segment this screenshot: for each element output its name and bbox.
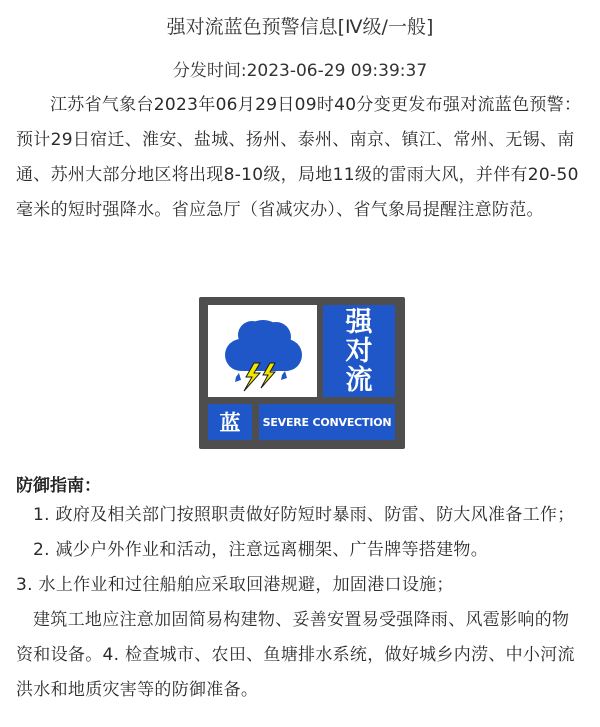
- warning-char-3: 流: [345, 364, 373, 396]
- warning-english-label: SEVERE CONVECTION: [259, 404, 395, 440]
- warning-char-2: 对: [345, 335, 373, 367]
- guide-item-1: 1. 政府及相关部门按照职责做好防短时暴雨、防雷、防大风准备工作；: [33, 505, 575, 525]
- page-title: 强对流蓝色预警信息[Ⅳ级/一般]: [166, 16, 434, 38]
- thunderstorm-cloud-icon: [208, 305, 317, 397]
- warning-type-panel: [323, 305, 395, 397]
- icon-panel: [208, 305, 317, 397]
- guide-title: 防御指南：: [16, 476, 101, 496]
- issue-time: 分发时间:2023-06-29 09:39:37: [172, 61, 428, 81]
- warning-sign: [199, 297, 405, 449]
- guide-item-4: 建筑工地应注意加固简易构建物、妥善安置易受强降雨、风雹影响的物资和设备。4. 检查城市、农田、鱼塘排水系统，做好城乡内涝、中小河流洪水和地质灾害等的防御准备。: [16, 610, 575, 700]
- guide-item-2: 2. 减少户外作业和活动，注意远离棚架、广告牌等搭建物。: [33, 540, 489, 560]
- guide-item-3: 3. 水上作业和过往船舶应采取回港规避，加固港口设施；: [16, 575, 454, 595]
- warning-body: 江苏省气象台2023年06月29日09时40分变更发布强对流蓝色预警：预计29日宿迁、淮安、盐城、扬州、泰州、南京、镇江、常州、无锡、南通、苏州大部分地区将出现8-10级，局地11级的雷雨大风，并伴有20-50毫米的短时强降水。省应急厅（省减灾办）、省气象局提醒注意防范。: [16, 95, 582, 220]
- warning-char-1: 强: [345, 306, 373, 338]
- warning-level-badge: 蓝: [208, 404, 252, 440]
- guide-list: [16, 498, 586, 708]
